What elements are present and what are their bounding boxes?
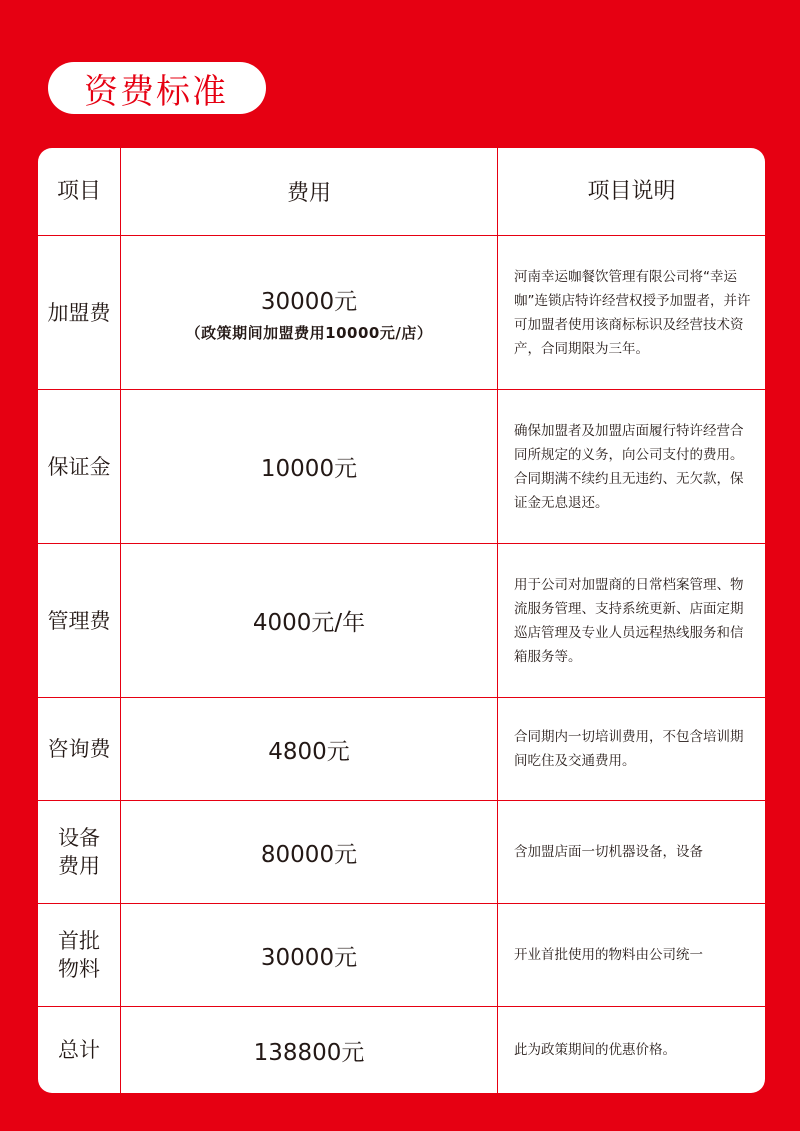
row-fee-note: （政策期间加盟费用10000元/店） (185, 323, 433, 342)
row-item-line: 加盟费 (47, 300, 111, 325)
row-fee (120, 390, 497, 543)
row-fee (120, 544, 497, 697)
fee-table (38, 148, 765, 1093)
row-fee-value: 30000元 (260, 288, 358, 315)
row-fee-value: 4800元 (268, 738, 350, 765)
header-desc: 项目说明 (497, 148, 765, 235)
table-header (38, 148, 765, 235)
table-row (38, 235, 765, 389)
row-desc: 确保加盟者及加盟店面履行特许经营合同所规定的义务，向公司支付的费用。合同期满不续约且无违约、无欠款，保证金无息退还。 (497, 390, 765, 543)
row-fee-value: 4000元/年 (252, 610, 366, 636)
row-item-line: 设备 (58, 826, 100, 850)
row-fee-value: 80000元 (260, 841, 358, 868)
row-desc: 含加盟店面一切机器设备，设备 (497, 801, 765, 903)
header-item: 项目 (56, 178, 101, 204)
row-item (38, 544, 120, 697)
page-title: 资费标准 (48, 62, 266, 114)
row-item-line: 保证金 (47, 454, 111, 479)
row-fee-value: 10000元 (260, 456, 358, 482)
row-fee-value: 138800元 (253, 1039, 365, 1066)
row-item-line: 首批 (58, 929, 100, 953)
row-item-line: 总计 (58, 1038, 100, 1062)
row-item-line: 咨询费 (47, 737, 111, 761)
row-desc: 此为政策期间的优惠价格。 (497, 1007, 765, 1093)
row-item-line: 费用 (58, 854, 100, 878)
row-fee (120, 904, 497, 1006)
table-row (38, 697, 765, 800)
row-fee (120, 698, 497, 800)
table-row (38, 1006, 765, 1093)
row-item (38, 698, 120, 800)
row-desc: 开业首批使用的物料由公司统一 (497, 904, 765, 1006)
table-row (38, 389, 765, 543)
row-item (38, 1007, 120, 1093)
row-item (38, 236, 120, 389)
row-fee (120, 236, 497, 389)
row-fee (120, 801, 497, 903)
row-desc: 用于公司对加盟商的日常档案管理、物流服务管理、支持系统更新、店面定期巡店管理及专业人员远程热线服务和信箱服务等。 (497, 544, 765, 697)
table-row (38, 800, 765, 903)
row-item (38, 390, 120, 543)
row-desc: 合同期内一切培训费用，不包含培训期间吃住及交通费用。 (497, 698, 765, 800)
row-item-line: 物料 (58, 957, 100, 981)
row-item (38, 801, 120, 903)
row-desc: 河南幸运咖餐饮管理有限公司将“幸运咖”连锁店特许经营权授予加盟者，并许可加盟者使用该商标标识及经营技术资产，合同期限为三年。 (497, 236, 765, 389)
row-fee-value: 30000元 (260, 944, 358, 971)
table-row (38, 543, 765, 697)
table-row (38, 903, 765, 1006)
header-fee: 费用 (120, 148, 497, 235)
row-item (38, 904, 120, 1006)
row-fee (120, 1007, 497, 1093)
row-item-line: 管理费 (47, 608, 111, 633)
